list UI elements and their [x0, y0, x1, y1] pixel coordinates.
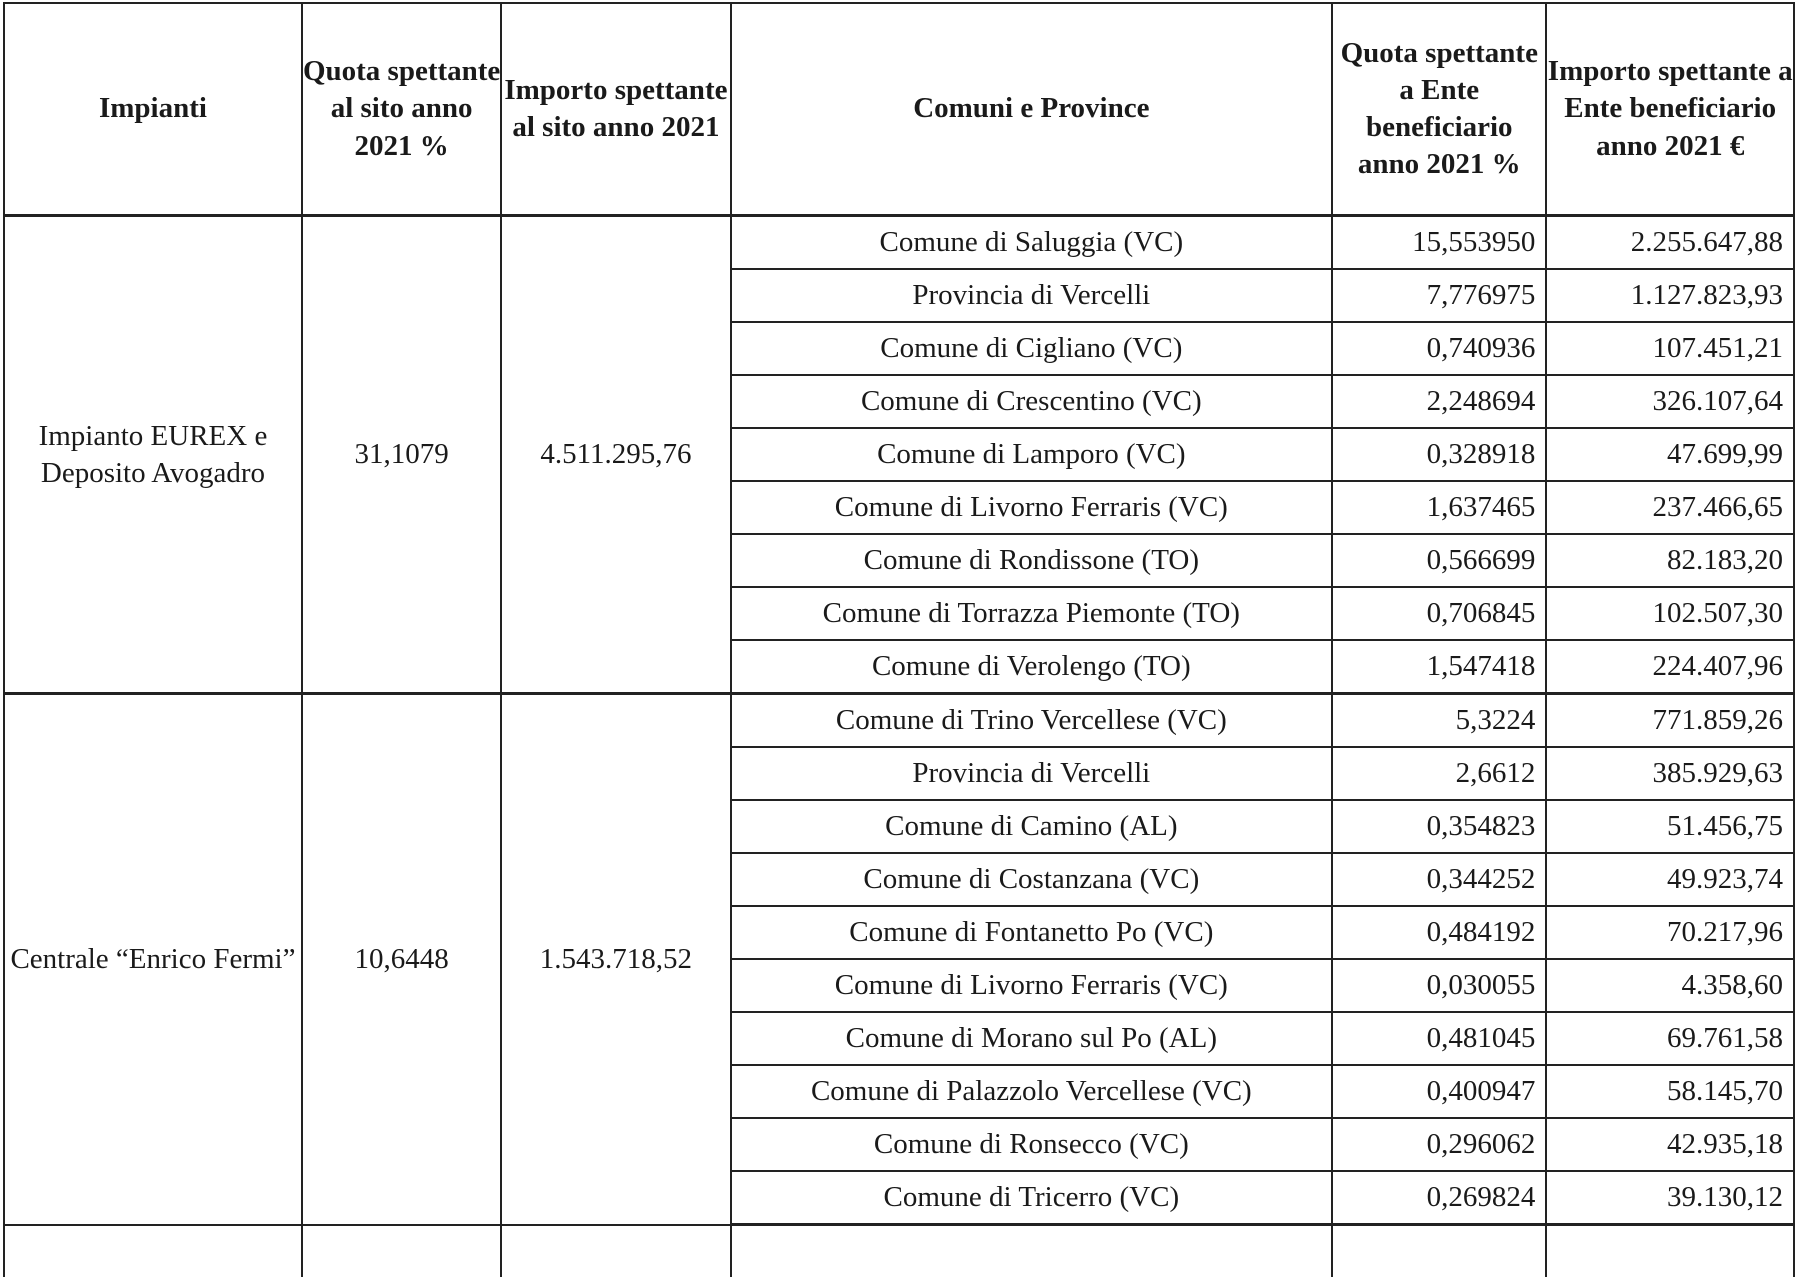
quota-ente-value: 0,269824	[1332, 1171, 1546, 1225]
header-quota-ente: Quota spettante a Ente beneficiario anno 2021 %	[1332, 3, 1546, 216]
impianto-name: Centrale “Enrico Fermi”	[4, 694, 302, 1225]
cutoff-cell	[4, 1225, 302, 1277]
impianto-name: Impianto EUREX e Deposito Avogadro	[4, 216, 302, 694]
ente-name: Comune di Camino (AL)	[731, 800, 1333, 853]
ente-name: Comune di Costanzana (VC)	[731, 853, 1333, 906]
importo-sito-value: 4.511.295,76	[501, 216, 730, 694]
importo-ente-value: 82.183,20	[1546, 534, 1794, 587]
quota-ente-value: 0,328918	[1332, 428, 1546, 481]
ente-name: Comune di Cigliano (VC)	[731, 322, 1333, 375]
cutoff-cell	[1332, 1225, 1546, 1277]
header-importo-ente: Importo spettante a Ente beneficiario anno 2021 €	[1546, 3, 1794, 216]
quota-sito-value: 10,6448	[302, 694, 501, 1225]
header-comuni: Comuni e Province	[731, 3, 1333, 216]
importo-ente-value: 107.451,21	[1546, 322, 1794, 375]
quota-ente-value: 0,344252	[1332, 853, 1546, 906]
importo-ente-value: 771.859,26	[1546, 694, 1794, 748]
importo-ente-value: 2.255.647,88	[1546, 216, 1794, 270]
header-impianti: Impianti	[4, 3, 302, 216]
ente-name: Comune di Ronsecco (VC)	[731, 1118, 1333, 1171]
table-row	[4, 216, 1794, 270]
ente-name: Comune di Lamporo (VC)	[731, 428, 1333, 481]
ente-name: Comune di Trino Vercellese (VC)	[731, 694, 1333, 748]
quota-ente-value: 0,481045	[1332, 1012, 1546, 1065]
importo-ente-value: 47.699,99	[1546, 428, 1794, 481]
ente-name: Comune di Rondissone (TO)	[731, 534, 1333, 587]
importo-ente-value: 58.145,70	[1546, 1065, 1794, 1118]
ente-name: Comune di Morano sul Po (AL)	[731, 1012, 1333, 1065]
importo-ente-value: 385.929,63	[1546, 747, 1794, 800]
quota-ente-value: 1,547418	[1332, 640, 1546, 694]
importo-ente-value: 51.456,75	[1546, 800, 1794, 853]
quota-ente-value: 0,484192	[1332, 906, 1546, 959]
quota-ente-value: 0,706845	[1332, 587, 1546, 640]
ente-name: Provincia di Vercelli	[731, 747, 1333, 800]
table-row-cutoff	[4, 1225, 1794, 1277]
importo-ente-value: 70.217,96	[1546, 906, 1794, 959]
quota-ente-value: 7,776975	[1332, 269, 1546, 322]
importo-ente-value: 1.127.823,93	[1546, 269, 1794, 322]
header-quota-sito: Quota spettante al sito anno 2021 %	[302, 3, 501, 216]
importo-sito-value: 1.543.718,52	[501, 694, 730, 1225]
importo-ente-value: 102.507,30	[1546, 587, 1794, 640]
importo-ente-value: 326.107,64	[1546, 375, 1794, 428]
quota-ente-value: 5,3224	[1332, 694, 1546, 748]
ente-name: Comune di Torrazza Piemonte (TO)	[731, 587, 1333, 640]
ente-name: Comune di Tricerro (VC)	[731, 1171, 1333, 1225]
quota-ente-value: 0,740936	[1332, 322, 1546, 375]
importo-ente-value: 69.761,58	[1546, 1012, 1794, 1065]
header-row	[4, 3, 1794, 216]
ente-name: Comune di Fontanetto Po (VC)	[731, 906, 1333, 959]
quota-ente-value: 0,400947	[1332, 1065, 1546, 1118]
cutoff-cell	[302, 1225, 501, 1277]
allocation-table	[3, 2, 1795, 1277]
importo-ente-value: 4.358,60	[1546, 959, 1794, 1012]
cutoff-cell	[731, 1225, 1333, 1277]
ente-name: Comune di Livorno Ferraris (VC)	[731, 481, 1333, 534]
importo-ente-value: 224.407,96	[1546, 640, 1794, 694]
quota-ente-value: 0,566699	[1332, 534, 1546, 587]
importo-ente-value: 237.466,65	[1546, 481, 1794, 534]
quota-ente-value: 2,6612	[1332, 747, 1546, 800]
quota-sito-value: 31,1079	[302, 216, 501, 694]
ente-name: Comune di Saluggia (VC)	[731, 216, 1333, 270]
table-body	[4, 216, 1794, 1277]
quota-ente-value: 0,030055	[1332, 959, 1546, 1012]
importo-ente-value: 39.130,12	[1546, 1171, 1794, 1225]
cutoff-cell	[501, 1225, 730, 1277]
quota-ente-value: 2,248694	[1332, 375, 1546, 428]
ente-name: Comune di Verolengo (TO)	[731, 640, 1333, 694]
importo-ente-value: 42.935,18	[1546, 1118, 1794, 1171]
ente-name: Provincia di Vercelli	[731, 269, 1333, 322]
quota-ente-value: 1,637465	[1332, 481, 1546, 534]
cutoff-cell	[1546, 1225, 1794, 1277]
ente-name: Comune di Livorno Ferraris (VC)	[731, 959, 1333, 1012]
quota-ente-value: 15,553950	[1332, 216, 1546, 270]
quota-ente-value: 0,296062	[1332, 1118, 1546, 1171]
header-importo-sito: Importo spettante al sito anno 2021	[501, 3, 730, 216]
ente-name: Comune di Palazzolo Vercellese (VC)	[731, 1065, 1333, 1118]
importo-ente-value: 49.923,74	[1546, 853, 1794, 906]
table-row	[4, 694, 1794, 748]
quota-ente-value: 0,354823	[1332, 800, 1546, 853]
ente-name: Comune di Crescentino (VC)	[731, 375, 1333, 428]
